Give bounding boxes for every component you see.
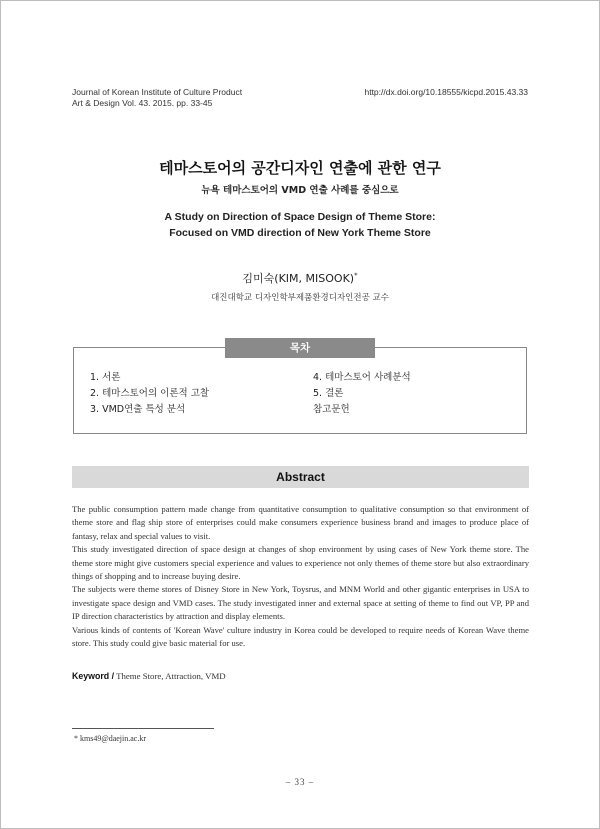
abstract-paragraph: The subjects were theme stores of Disney Store in New York, Toysrus, and MNM World and other gigantic enterprises in USA to investigate space design and VMD cases. The study investigated inner and external space at setting of theme to find out VP, PP and IP direction characteristics by attraction and display elements. — [72, 584, 529, 622]
doi-link[interactable]: http://dx.doi.org/10.18555/kicpd.2015.43.33 — [364, 87, 528, 97]
keyword-values: Theme Store, Attraction, VMD — [116, 671, 226, 681]
footnote-marker: * — [74, 734, 78, 743]
footnote-email[interactable]: kms49@daejin.ac.kr — [80, 734, 147, 743]
toc-item[interactable]: 5. 결론 — [313, 388, 344, 399]
author-marker: * — [354, 271, 358, 280]
english-title-line-2: Focused on VMD direction of New York Theme Store — [169, 227, 431, 239]
abstract-heading: Abstract — [72, 466, 529, 488]
toc-item[interactable]: 참고문헌 — [313, 404, 350, 415]
toc-item[interactable]: 3. VMD연출 특성 분석 — [90, 404, 186, 415]
toc-item[interactable]: 2. 테마스토어의 이론적 고찰 — [90, 388, 210, 399]
author-affiliation: 대진대학교 디자인학부제품환경디자인전공 교수 — [211, 293, 389, 303]
korean-subtitle: 뉴욕 테마스토어의 VMD 연출 사례를 중심으로 — [201, 185, 399, 196]
footnote-divider — [72, 728, 214, 729]
toc-column-left — [90, 370, 209, 418]
toc-column-right — [313, 370, 411, 418]
author-line — [0, 270, 600, 286]
journal-name: Journal of Korean Institute of Culture Product — [72, 87, 243, 97]
toc-item[interactable]: 1. 서론 — [90, 372, 121, 383]
english-title-line-1: A Study on Direction of Space Design of Theme Store: — [164, 211, 436, 223]
abstract-paragraph: The public consumption pattern made change from quantitative consumption to qualitative consumption so that environment of theme store and flag ship store of enterprises could make consumers experience business brand and images to produce place of fantasy, relax and special values to visit. — [72, 504, 529, 541]
page-number: – 33 – — [285, 777, 315, 787]
abstract-body — [72, 503, 529, 650]
abstract-paragraph: Various kinds of contents of 'Korean Wave' culture industry in Korea could be developed to require needs of Korean Wave theme store. This study could give basic material for use. — [72, 624, 529, 649]
journal-volume: Art & Design Vol. 43. 2015. pp. 33-45 — [72, 98, 213, 108]
abstract-paragraph: This study investigated direction of space design at changes of shop environment by using cases of New York theme store. The theme store might give customers special experience and values to experience not only themes of theme store but also extraordinary things of shopping and to increase buying desire. — [72, 544, 529, 582]
journal-info — [72, 87, 242, 109]
author-name: 김미숙(KIM, MISOOK) — [242, 272, 355, 285]
toc-item[interactable]: 4. 테마스토어 사례분석 — [313, 372, 411, 383]
keyword-line — [72, 671, 226, 681]
keyword-label: Keyword / — [72, 671, 115, 681]
english-title — [0, 209, 600, 241]
toc-heading: 목차 — [225, 338, 375, 358]
footnote — [74, 734, 146, 743]
korean-title: 테마스토어의 공간디자인 연출에 관한 연구 — [159, 159, 441, 177]
